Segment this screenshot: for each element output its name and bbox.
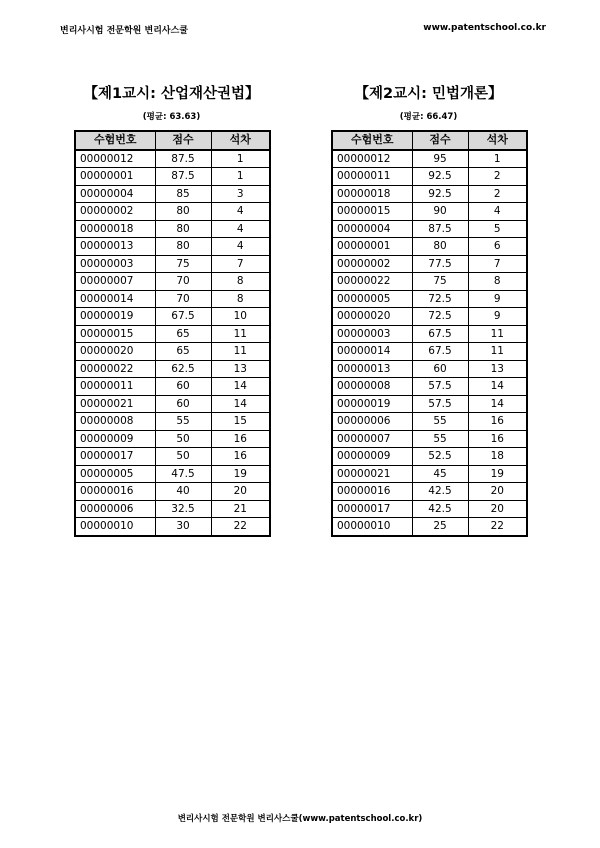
cell-rank: 4 [211, 220, 270, 238]
table-row [332, 238, 527, 256]
cell-rank: 2 [468, 168, 527, 186]
cell-exam-number: 00000005 [75, 465, 155, 483]
cell-score: 65 [155, 343, 211, 361]
cell-score: 42.5 [412, 500, 468, 518]
cell-score: 52.5 [412, 448, 468, 466]
table-row [75, 308, 270, 326]
cell-score: 67.5 [155, 308, 211, 326]
table-row [75, 343, 270, 361]
table-row [75, 273, 270, 291]
cell-exam-number: 00000021 [332, 465, 412, 483]
cell-exam-number: 00000007 [75, 273, 155, 291]
table-row [75, 430, 270, 448]
cell-exam-number: 00000014 [75, 290, 155, 308]
cell-exam-number: 00000010 [75, 518, 155, 536]
table-row [332, 483, 527, 501]
cell-exam-number: 00000013 [332, 360, 412, 378]
table-row [75, 168, 270, 186]
cell-score: 80 [412, 238, 468, 256]
cell-exam-number: 00000009 [332, 448, 412, 466]
table-row [75, 378, 270, 396]
table-body [75, 150, 270, 536]
cell-exam-number: 00000006 [332, 413, 412, 431]
cell-rank: 10 [211, 308, 270, 326]
cell-score: 70 [155, 273, 211, 291]
table-row [75, 150, 270, 168]
cell-exam-number: 00000004 [75, 185, 155, 203]
cell-rank: 11 [468, 343, 527, 361]
cell-rank: 14 [211, 378, 270, 396]
cell-score: 60 [155, 395, 211, 413]
table-row [332, 203, 527, 221]
cell-exam-number: 00000018 [332, 185, 412, 203]
cell-rank: 8 [211, 273, 270, 291]
table-row [75, 465, 270, 483]
table-row [332, 500, 527, 518]
cell-exam-number: 00000012 [332, 150, 412, 168]
cell-exam-number: 00000008 [332, 378, 412, 396]
cell-rank: 13 [468, 360, 527, 378]
table-row [75, 518, 270, 536]
cell-score: 42.5 [412, 483, 468, 501]
column-header-score: 점수 [412, 131, 468, 150]
cell-rank: 14 [468, 378, 527, 396]
cell-exam-number: 00000010 [332, 518, 412, 536]
cell-score: 70 [155, 290, 211, 308]
table-row [332, 518, 527, 536]
cell-score: 30 [155, 518, 211, 536]
cell-score: 95 [412, 150, 468, 168]
column-header-rank: 석차 [211, 131, 270, 150]
cell-rank: 16 [468, 430, 527, 448]
cell-rank: 7 [468, 255, 527, 273]
cell-rank: 11 [468, 325, 527, 343]
cell-exam-number: 00000011 [332, 168, 412, 186]
cell-exam-number: 00000001 [332, 238, 412, 256]
table-row [75, 483, 270, 501]
cell-score: 75 [155, 255, 211, 273]
footer-text: 변리사시험 전문학원 변리사스쿨(www.patentschool.co.kr) [177, 814, 423, 824]
cell-score: 87.5 [155, 168, 211, 186]
cell-exam-number: 00000005 [332, 290, 412, 308]
cell-score: 60 [155, 378, 211, 396]
cell-rank: 1 [468, 150, 527, 168]
cell-rank: 16 [211, 430, 270, 448]
cell-rank: 14 [211, 395, 270, 413]
cell-exam-number: 00000012 [75, 150, 155, 168]
table-row [75, 290, 270, 308]
cell-score: 47.5 [155, 465, 211, 483]
table-header-row [75, 131, 270, 150]
table-row [332, 308, 527, 326]
table-row [332, 325, 527, 343]
table-row [332, 360, 527, 378]
cell-score: 92.5 [412, 185, 468, 203]
header-academy-name: 변리사시험 전문학원 변리사스쿨 [60, 26, 188, 36]
table-row [332, 448, 527, 466]
cell-rank: 19 [468, 465, 527, 483]
cell-rank: 22 [211, 518, 270, 536]
column-header-exam-number: 수험번호 [332, 131, 412, 150]
cell-score: 50 [155, 430, 211, 448]
cell-rank: 14 [468, 395, 527, 413]
cell-rank: 4 [211, 203, 270, 221]
table-row [332, 395, 527, 413]
cell-score: 67.5 [412, 343, 468, 361]
cell-score: 57.5 [412, 378, 468, 396]
cell-score: 40 [155, 483, 211, 501]
cell-rank: 9 [468, 290, 527, 308]
cell-exam-number: 00000016 [75, 483, 155, 501]
table-row [332, 378, 527, 396]
section-period-2 [331, 84, 526, 537]
cell-exam-number: 00000001 [75, 168, 155, 186]
cell-exam-number: 00000006 [75, 500, 155, 518]
cell-rank: 13 [211, 360, 270, 378]
cell-rank: 9 [468, 308, 527, 326]
cell-score: 25 [412, 518, 468, 536]
table-row [332, 220, 527, 238]
cell-exam-number: 00000016 [332, 483, 412, 501]
cell-exam-number: 00000007 [332, 430, 412, 448]
cell-rank: 1 [211, 168, 270, 186]
cell-rank: 15 [211, 413, 270, 431]
cell-rank: 16 [211, 448, 270, 466]
cell-score: 32.5 [155, 500, 211, 518]
cell-score: 55 [155, 413, 211, 431]
section-title: 【제1교시: 산업재산권법】 [83, 86, 260, 102]
table-row [332, 185, 527, 203]
cell-exam-number: 00000002 [75, 203, 155, 221]
table-header-row [332, 131, 527, 150]
cell-score: 75 [412, 273, 468, 291]
cell-score: 55 [412, 413, 468, 431]
cell-exam-number: 00000015 [332, 203, 412, 221]
cell-exam-number: 00000019 [332, 395, 412, 413]
cell-rank: 7 [211, 255, 270, 273]
cell-score: 72.5 [412, 308, 468, 326]
table-row [75, 185, 270, 203]
cell-score: 50 [155, 448, 211, 466]
cell-exam-number: 00000008 [75, 413, 155, 431]
cell-rank: 16 [468, 413, 527, 431]
table-row [332, 273, 527, 291]
section-average: (평균: 66.47) [399, 112, 458, 122]
cell-rank: 8 [468, 273, 527, 291]
cell-rank: 20 [468, 483, 527, 501]
cell-score: 85 [155, 185, 211, 203]
cell-exam-number: 00000003 [75, 255, 155, 273]
section-title: 【제2교시: 민법개론】 [354, 86, 503, 102]
cell-score: 62.5 [155, 360, 211, 378]
cell-score: 67.5 [412, 325, 468, 343]
table-row [75, 413, 270, 431]
column-header-score: 점수 [155, 131, 211, 150]
cell-exam-number: 00000022 [332, 273, 412, 291]
cell-exam-number: 00000013 [75, 238, 155, 256]
score-table [74, 130, 271, 537]
cell-rank: 20 [211, 483, 270, 501]
table-body [332, 150, 527, 536]
table-row [75, 325, 270, 343]
cell-rank: 18 [468, 448, 527, 466]
cell-score: 90 [412, 203, 468, 221]
cell-rank: 1 [211, 150, 270, 168]
table-row [332, 150, 527, 168]
cell-score: 65 [155, 325, 211, 343]
cell-rank: 8 [211, 290, 270, 308]
cell-score: 45 [412, 465, 468, 483]
cell-exam-number: 00000002 [332, 255, 412, 273]
table-row [332, 290, 527, 308]
cell-rank: 4 [211, 238, 270, 256]
table-row [332, 465, 527, 483]
cell-exam-number: 00000004 [332, 220, 412, 238]
cell-exam-number: 00000011 [75, 378, 155, 396]
cell-score: 80 [155, 220, 211, 238]
cell-exam-number: 00000020 [332, 308, 412, 326]
cell-rank: 5 [468, 220, 527, 238]
cell-rank: 22 [468, 518, 527, 536]
cell-exam-number: 00000009 [75, 430, 155, 448]
table-row [332, 343, 527, 361]
header-website-url: www.patentschool.co.kr [423, 23, 546, 33]
cell-rank: 11 [211, 343, 270, 361]
cell-score: 55 [412, 430, 468, 448]
cell-rank: 20 [468, 500, 527, 518]
cell-rank: 2 [468, 185, 527, 203]
table-row [75, 203, 270, 221]
cell-score: 87.5 [412, 220, 468, 238]
section-period-1 [74, 84, 269, 537]
table-row [75, 448, 270, 466]
cell-score: 60 [412, 360, 468, 378]
table-row [75, 360, 270, 378]
cell-exam-number: 00000020 [75, 343, 155, 361]
table-row [332, 255, 527, 273]
table-row [332, 413, 527, 431]
cell-rank: 3 [211, 185, 270, 203]
cell-score: 92.5 [412, 168, 468, 186]
cell-score: 87.5 [155, 150, 211, 168]
cell-score: 72.5 [412, 290, 468, 308]
cell-exam-number: 00000019 [75, 308, 155, 326]
cell-score: 80 [155, 238, 211, 256]
cell-rank: 11 [211, 325, 270, 343]
cell-rank: 21 [211, 500, 270, 518]
table-row [75, 255, 270, 273]
cell-rank: 6 [468, 238, 527, 256]
cell-exam-number: 00000021 [75, 395, 155, 413]
table-row [75, 238, 270, 256]
cell-score: 57.5 [412, 395, 468, 413]
table-row [332, 430, 527, 448]
column-header-rank: 석차 [468, 131, 527, 150]
cell-exam-number: 00000014 [332, 343, 412, 361]
cell-exam-number: 00000003 [332, 325, 412, 343]
cell-exam-number: 00000017 [75, 448, 155, 466]
score-table [331, 130, 528, 537]
cell-exam-number: 00000017 [332, 500, 412, 518]
cell-rank: 19 [211, 465, 270, 483]
section-average: (평균: 63.63) [142, 112, 201, 122]
cell-score: 80 [155, 203, 211, 221]
cell-exam-number: 00000018 [75, 220, 155, 238]
table-row [75, 500, 270, 518]
table-row [332, 168, 527, 186]
column-header-exam-number: 수험번호 [75, 131, 155, 150]
cell-exam-number: 00000022 [75, 360, 155, 378]
table-row [75, 395, 270, 413]
cell-rank: 4 [468, 203, 527, 221]
table-row [75, 220, 270, 238]
cell-exam-number: 00000015 [75, 325, 155, 343]
cell-score: 77.5 [412, 255, 468, 273]
